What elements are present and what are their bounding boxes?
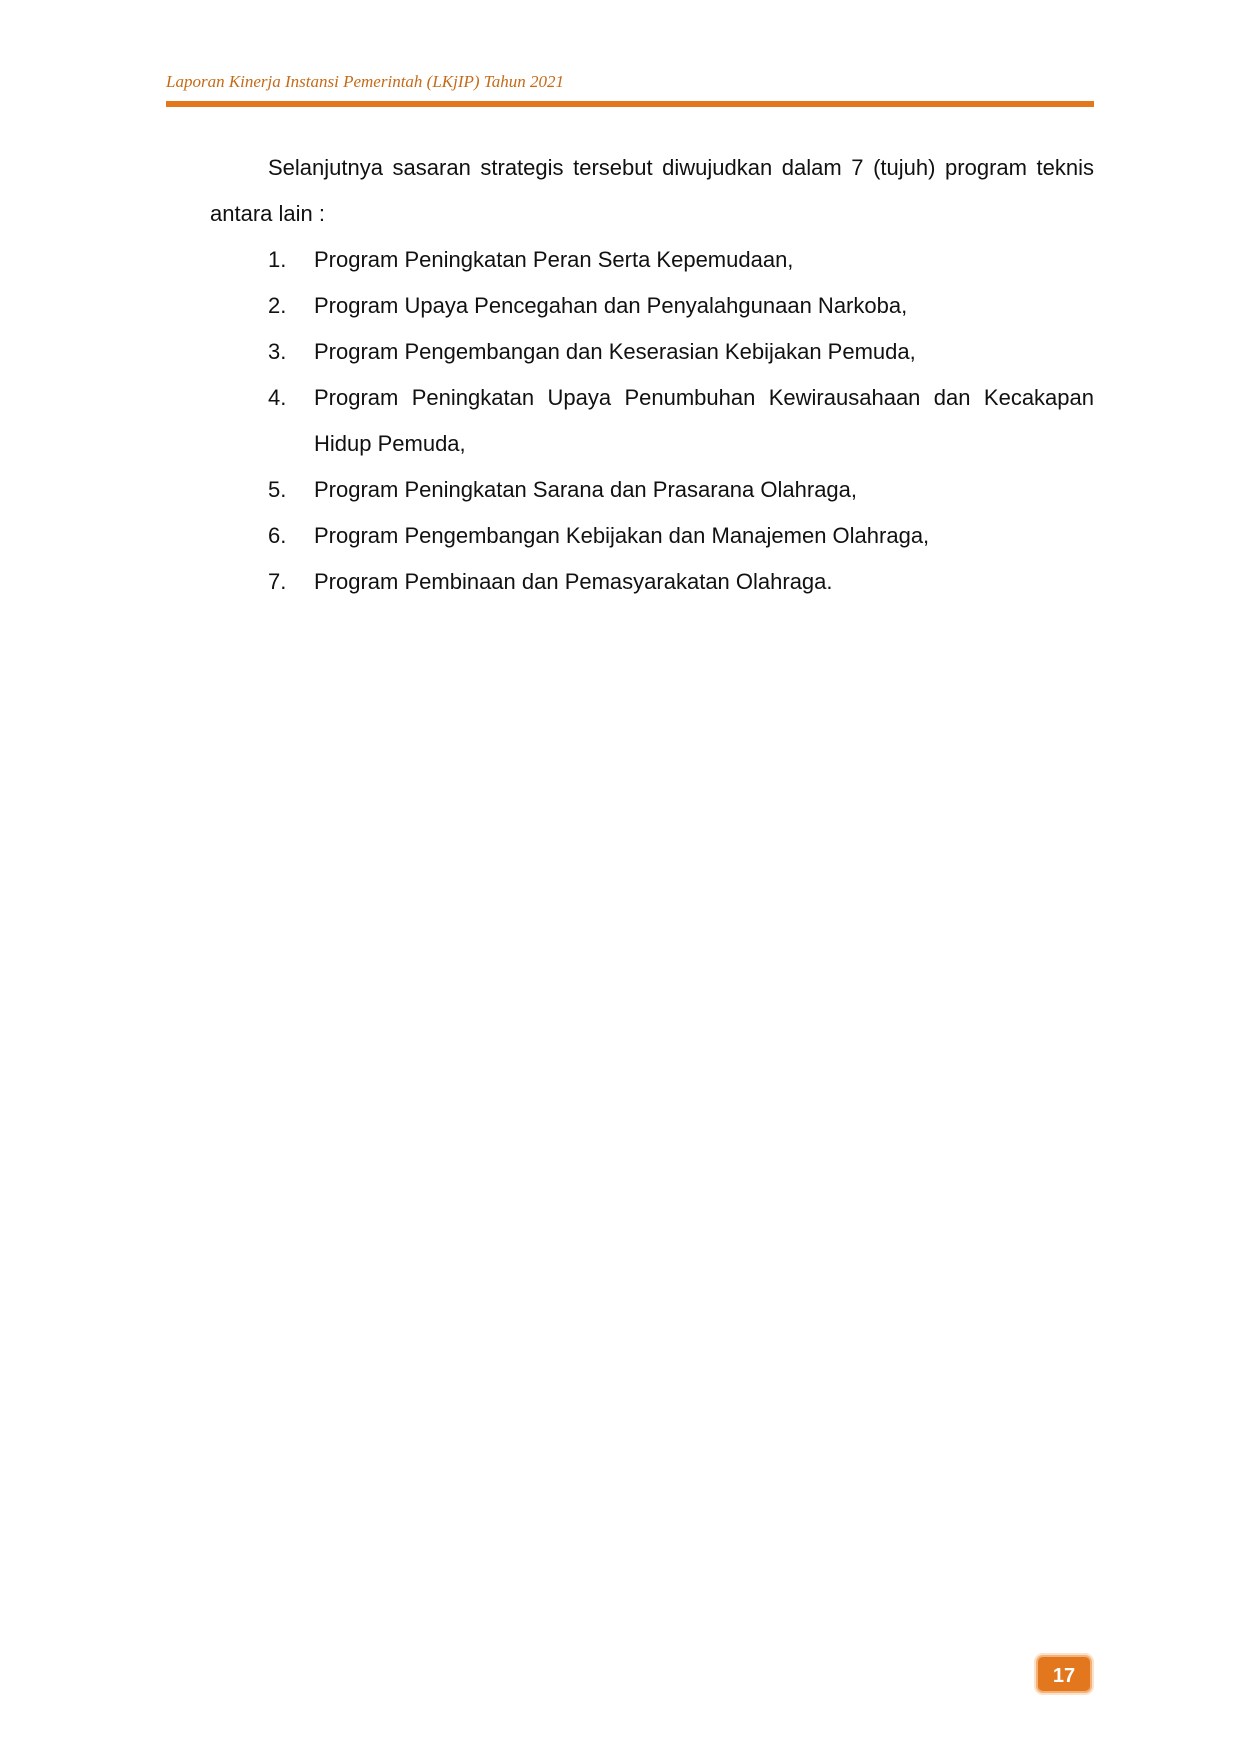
program-item-2 [210, 283, 1094, 329]
intro-paragraph: Selanjutnya sasaran strategis tersebut diwujudkan dalam 7 (tujuh) program teknis antara lain : [210, 155, 1094, 226]
program-number: 6. [268, 523, 287, 548]
header-rule [166, 101, 1094, 107]
program-item-7 [210, 559, 1094, 605]
program-text: Program Upaya Pencegahan dan Penyalahgunaan Narkoba, [314, 293, 908, 318]
program-number: 2. [268, 293, 287, 318]
program-number: 7. [268, 569, 287, 594]
program-number: 3. [268, 339, 287, 364]
page-number-badge: 17 [1036, 1655, 1092, 1693]
program-text: Program Pengembangan Kebijakan dan Manajemen Olahraga, [314, 523, 930, 548]
program-item-5 [210, 467, 1094, 513]
program-text: Program Pembinaan dan Pemasyarakatan Olahraga. [314, 569, 833, 594]
document-body [210, 145, 1094, 605]
program-number: 4. [268, 385, 287, 410]
program-number: 1. [268, 247, 287, 272]
program-text: Program Pengembangan dan Keserasian Kebijakan Pemuda, [314, 339, 916, 364]
program-item-3 [210, 329, 1094, 375]
program-item-1 [210, 237, 1094, 283]
header-title: Laporan Kinerja Instansi Pemerintah (LKjIP) Tahun 2021 [166, 72, 564, 91]
program-text: Program Peningkatan Sarana dan Prasarana Olahraga, [314, 477, 858, 502]
program-list [210, 237, 1094, 605]
program-text: Program Peningkatan Upaya Penumbuhan Kewirausahaan dan Kecakapan Hidup Pemuda, [314, 385, 1094, 456]
program-item-6 [210, 513, 1094, 559]
program-number: 5. [268, 477, 287, 502]
program-text: Program Peningkatan Peran Serta Kepemudaan, [314, 247, 794, 272]
program-item-4 [210, 375, 1094, 467]
